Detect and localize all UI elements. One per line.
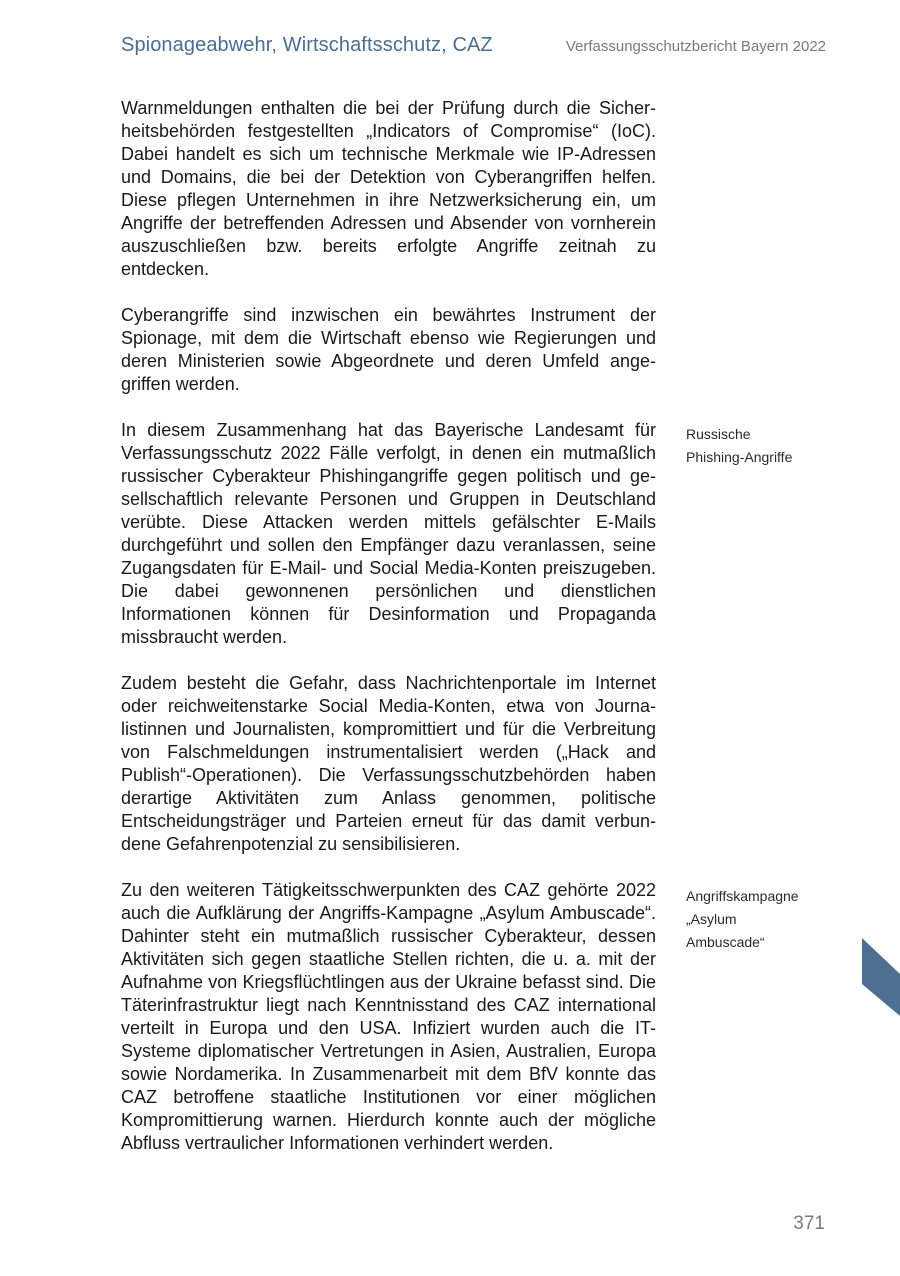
margin-note-phishing <box>686 423 836 469</box>
page-number: 371 <box>793 1213 825 1234</box>
margin-note-line: Angriffskampagne <box>686 888 799 904</box>
margin-note-asylum <box>686 885 836 954</box>
main-text <box>121 97 656 1178</box>
margin-note-line: „Asylum <box>686 911 737 927</box>
chapter-tab-shape <box>862 938 900 1016</box>
margin-note-line: Ambuscade“ <box>686 934 765 950</box>
paragraph-phishing: In diesem Zusammenhang hat das Bayerische Landesamt für Verfassungsschutz 2022 Fälle verfolgt, in denen ein mutmaßlich russischer Cyberakteur Phishingangriffe gegen politisch und gesellschaftlich relevante Personen und Gruppen in Deutschland verübte. Diese Attacken werden mittels gefälschter E-Mails durchgeführt und sollen den Empfänger dazu veranlassen, seine Zugangsdaten für E-Mail- und Social Media-Konten preiszugeben. Die dabei gewonnenen persönlichen und dienstlichen Informationen können für Desinformation und Propaganda missbraucht werden. <box>121 420 656 647</box>
margin-note-line: Phishing-Angriffe <box>686 449 793 465</box>
paragraph-ioc: Warnmeldungen enthalten die bei der Prüfung durch die Sicherheitsbehörden festgestellten „Indicators of Compromise“ (IoC). Dabei handelt es sich um technische Merkmale wie IP-Adressen und Domains, die bei der Detektion von Cyberangriffen helfen. Diese pflegen Unternehmen in ihre Netzwerksicherung ein, um Angriffe der betreffenden Adressen und Absender von vornherein auszuschließen bzw. bereits erfolgte Angriffe zeitnah zu entdecken. <box>121 98 656 279</box>
report-title: Verfassungsschutzbericht Bayern 2022 <box>565 38 826 55</box>
section-title: Spionageabwehr, Wirtschaftsschutz, CAZ <box>121 34 493 56</box>
paragraph-cyberattacks: Cyberangriffe sind inzwischen ein bewährtes Instrument der Spionage, mit dem die Wirtschaft ebenso wie Regierungen und deren Ministerien sowie Abgeordnete und deren Umfeld angegriffen werden. <box>121 305 656 394</box>
margin-note-line: Russische <box>686 426 751 442</box>
chapter-tab <box>862 938 900 1016</box>
paragraph-asylum-ambuscade: Zu den weiteren Tätigkeitsschwerpunkten des CAZ gehörte 2022 auch die Aufklärung der Angriffs-Kampagne „Asylum Ambuscade“. Dahinter steht ein mutmaßlich russischer Cyberakteur, dessen Aktivitäten sich gegen staatliche Stellen richten, die u. a. mit der Aufnahme von Kriegsflüchtlingen aus der Ukraine befasst sind. Die Täterinfrastruktur liegt nach Kenntnisstand des CAZ international verteilt in Europa und den USA. Infiziert wurden auch die IT-Systeme diplomatischer Vertretungen in Asien, Australien, Europa sowie Nordamerika. In Zusammenarbeit mit dem BfV konnte das CAZ betroffene staatliche Institutionen vor einer möglichen Kompromittierung warnen. Hierdurch konnte auch der mögliche Abfluss vertraulicher Informationen verhindert werden. <box>121 880 656 1153</box>
paragraph-hack-and-publish: Zudem besteht die Gefahr, dass Nachrichtenportale im Internet oder reichweitenstarke Social Media-Konten, etwa von Journalistinnen und Journalisten, kompromittiert und für die Verbreitung von Falschmeldungen instrumentalisiert werden („Hack and Publish“-Operationen). Die Verfassungsschutzbehörden haben derartige Aktivitäten zum Anlass genommen, politische Entscheidungsträger und Parteien erneut für das damit verbundene Gefahrenpotenzial zu sensibilisieren. <box>121 673 656 854</box>
